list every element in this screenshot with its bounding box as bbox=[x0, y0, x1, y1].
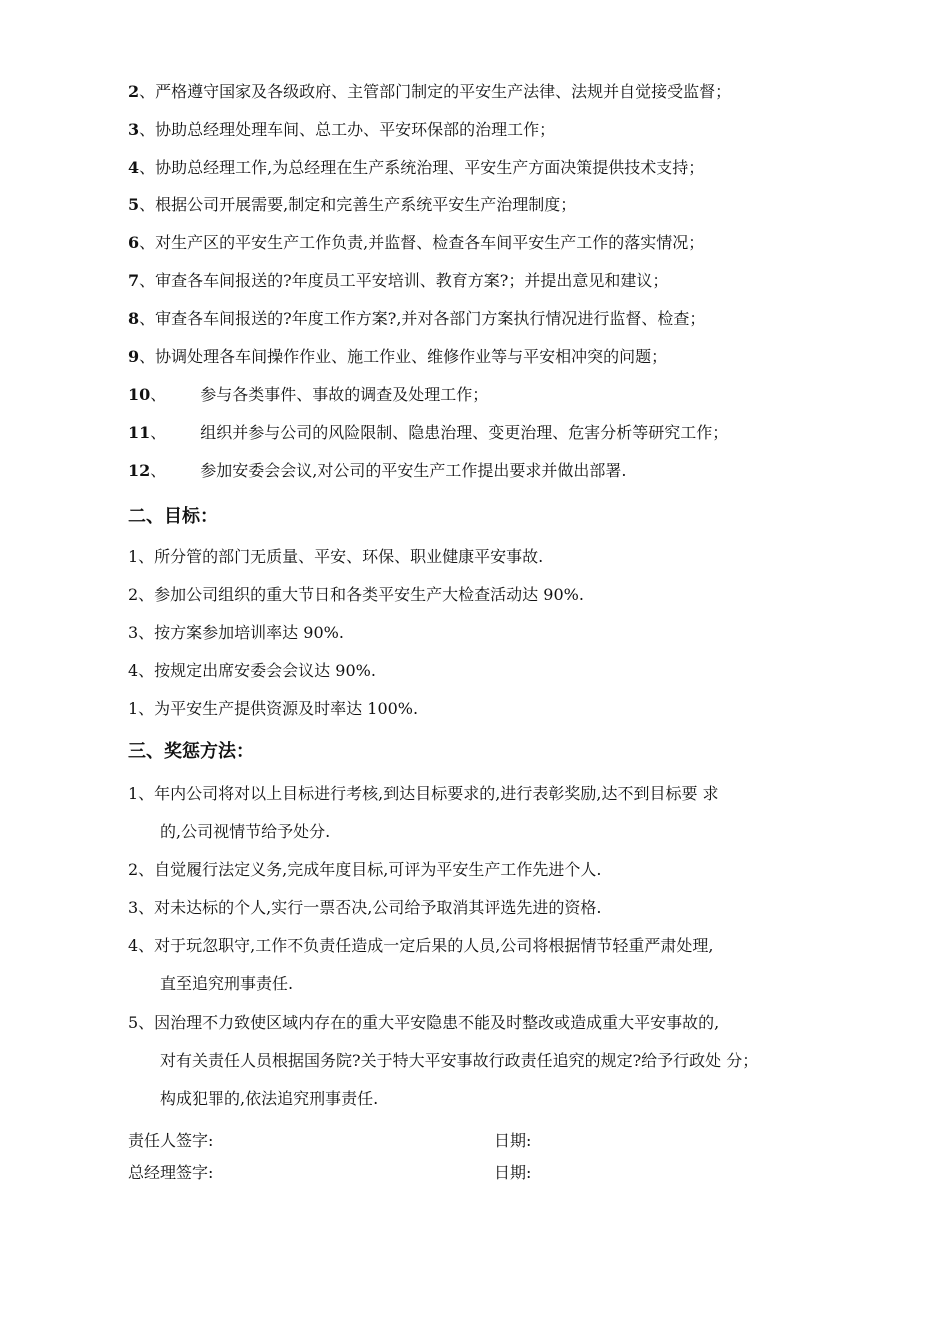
reward-item-continuation: 构成犯罪的,依法追究刑事责任. bbox=[160, 1089, 379, 1108]
duty-item: 4、协助总经理工作,为总经理在生产系统治理、平安生产方面决策提供技术支持； bbox=[128, 158, 705, 177]
reward-item: 4、对于玩忽职守,工作不负责任造成一定后果的人员,公司将根据情节轻重严肃处理, bbox=[128, 936, 714, 955]
duty-item: 7、审查各车间报送的?年度员工平安培训、教育方案?；并提出意见和建议； bbox=[128, 271, 669, 290]
duty-item: 5、根据公司开展需要,制定和完善生产系统平安生产治理制度； bbox=[128, 195, 577, 214]
reward-item-continuation: 的,公司视情节给予处分. bbox=[160, 822, 331, 841]
duty-item: 3、协助总经理处理车间、总工办、平安环保部的治理工作； bbox=[128, 120, 556, 139]
reward-item-continuation: 直至追究刑事责任. bbox=[160, 974, 294, 993]
duty-item: 12、 参加安委会会议,对公司的平安生产工作提出要求并做出部署. bbox=[128, 461, 627, 480]
duty-item: 9、协调处理各车间操作作业、施工作业、维修作业等与平安相冲突的问题； bbox=[128, 347, 668, 366]
reward-item: 1、年内公司将对以上目标进行考核,到达目标要求的,进行表彰奖励,达不到目标要 求 bbox=[128, 784, 719, 803]
goal-item: 2、参加公司组织的重大节日和各类平安生产大检查活动达 90%. bbox=[128, 585, 584, 604]
goal-item: 1、为平安生产提供资源及时率达 100%. bbox=[128, 699, 419, 718]
duty-item: 10、 参与各类事件、事故的调查及处理工作； bbox=[128, 385, 489, 404]
duty-item: 6、对生产区的平安生产工作负责,并监督、检查各车间平安生产工作的落实情况； bbox=[128, 233, 705, 252]
section-heading-rewards: 三、奖惩方法： bbox=[128, 741, 254, 762]
gm-signature-label: 总经理签字: bbox=[128, 1163, 214, 1182]
section-heading-goals: 二、目标： bbox=[128, 506, 218, 527]
reward-item: 2、自觉履行法定义务,完成年度目标,可评为平安生产工作先进个人. bbox=[128, 860, 602, 879]
reward-item: 5、因治理不力致使区域内存在的重大平安隐患不能及时整改或造成重大平安事故的, bbox=[128, 1013, 720, 1032]
reward-item-continuation: 对有关责任人员根据国务院?关于特大平安事故行政责任追究的规定?给予行政处 分； bbox=[160, 1051, 759, 1070]
responsible-signature-label: 责任人签字: bbox=[128, 1131, 214, 1150]
date-label: 日期: bbox=[494, 1131, 532, 1150]
duty-item: 8、审查各车间报送的?年度工作方案?,并对各部门方案执行情况进行监督、检查； bbox=[128, 309, 706, 328]
reward-item: 3、对未达标的个人,实行一票否决,公司给予取消其评选先进的资格. bbox=[128, 898, 602, 917]
goal-item: 3、按方案参加培训率达 90%. bbox=[128, 623, 344, 642]
goal-item: 1、所分管的部门无质量、平安、环保、职业健康平安事故. bbox=[128, 547, 544, 566]
date-label: 日期: bbox=[494, 1163, 532, 1182]
goal-item: 4、按规定出席安委会会议达 90%. bbox=[128, 661, 376, 680]
duty-item: 2、严格遵守国家及各级政府、主管部门制定的平安生产法律、法规并自觉接受监督； bbox=[128, 82, 732, 101]
duty-item: 11、 组织并参与公司的风险限制、隐患治理、变更治理、危害分析等研究工作； bbox=[128, 423, 729, 442]
